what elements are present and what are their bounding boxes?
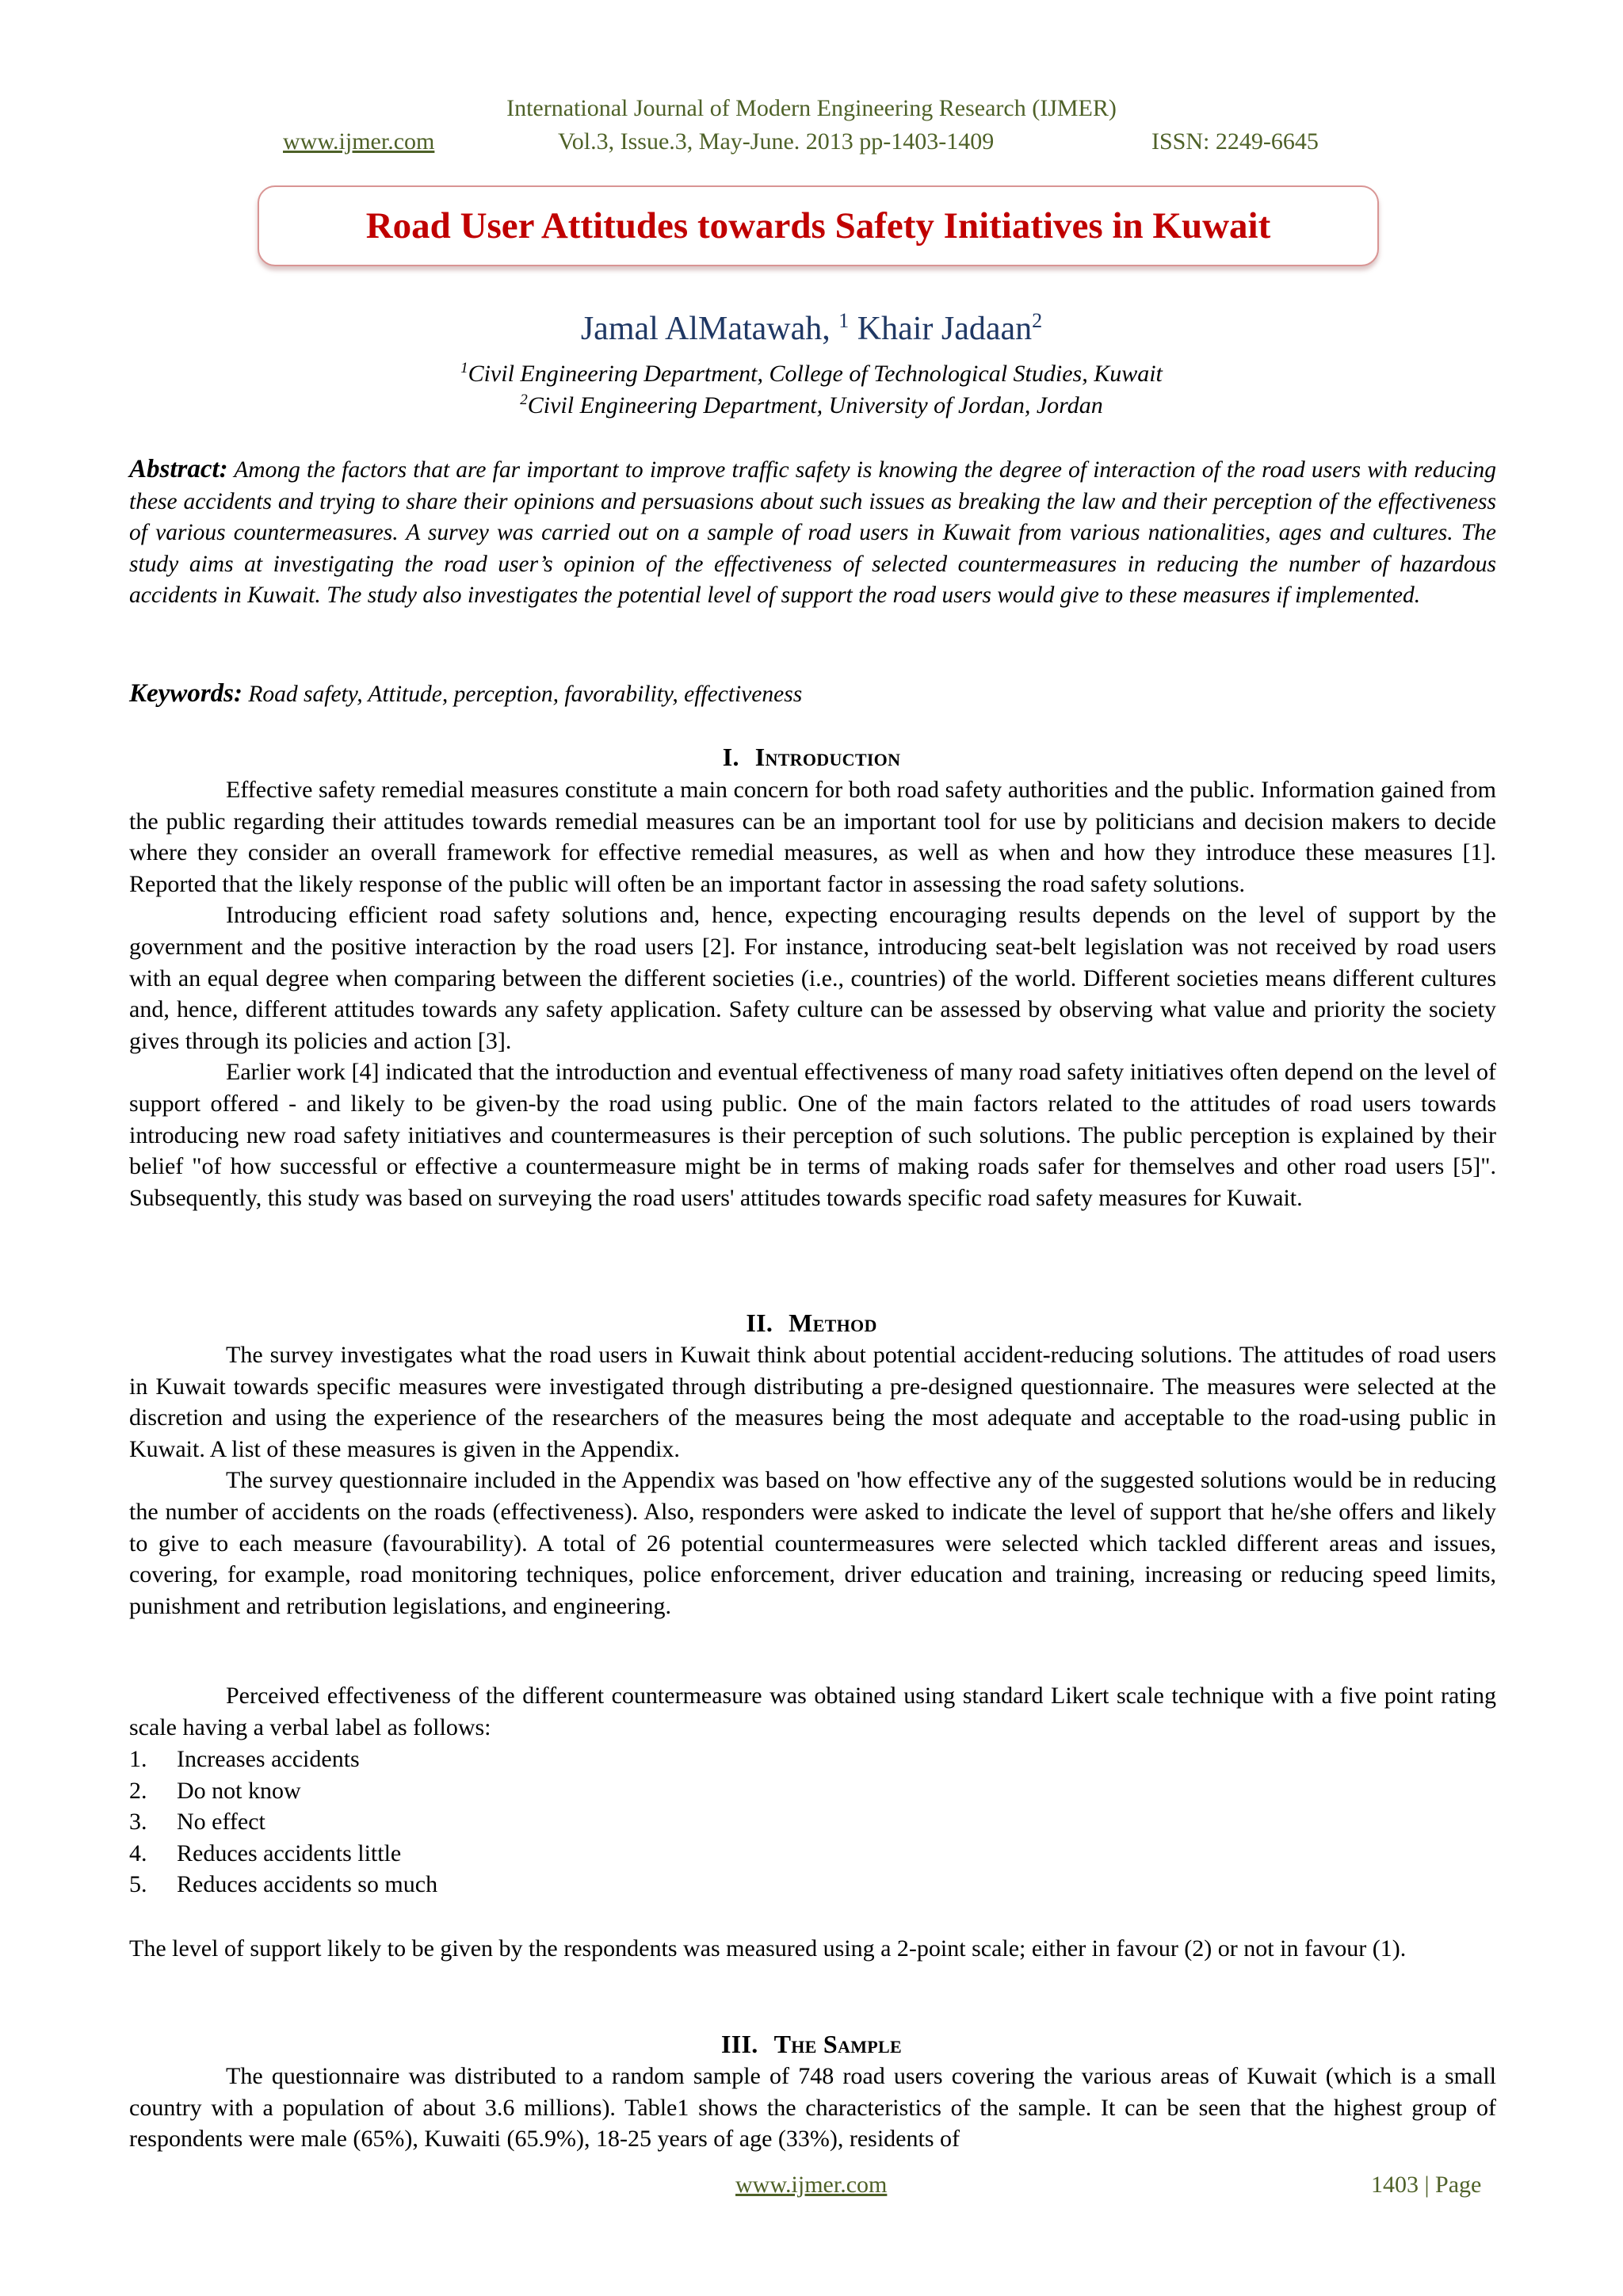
list-label: Reduces accidents so much bbox=[177, 1871, 438, 1898]
paragraph: Earlier work [4] indicated that the introduction and eventual effectiveness of many road safety initiatives often depend on the level of support offered - and likely to be given-by the road using public. One of the main factors related to the attitudes of road users towards introducing new road safety initiatives and countermeasures is their perception of such solutions. The public perception is explained by their belief "of how successful or effective a countermeasure might be in terms of making roads safer for themselves and other road users [5]". Subsequently, this study was based on surveying the road users' attitudes towards specific road safety measures for Kuwait. bbox=[129, 1059, 1496, 1211]
author-2-sup: 2 bbox=[1032, 309, 1043, 332]
list-number: 5. bbox=[129, 1871, 147, 1898]
list-number: 2. bbox=[129, 1777, 147, 1804]
introduction-body bbox=[129, 774, 1496, 1213]
list-number: 3. bbox=[129, 1809, 147, 1836]
list-number: 1. bbox=[129, 1746, 147, 1772]
affiliation-1 bbox=[0, 353, 1623, 389]
affiliation-1-sup: 1 bbox=[460, 360, 468, 376]
section-title: The Sample bbox=[773, 2030, 902, 2058]
method-body bbox=[129, 1339, 1496, 1622]
list-item bbox=[129, 1838, 437, 1870]
affiliation-2 bbox=[0, 385, 1623, 421]
paper-title: Road User Attitudes towards Safety Initiatives in Kuwait bbox=[365, 205, 1271, 246]
likert-scale-list bbox=[129, 1744, 437, 1901]
section-number: II. bbox=[746, 1308, 773, 1337]
keywords-text: Road safety, Attitude, perception, favorability, effectiveness bbox=[248, 682, 803, 707]
abstract bbox=[129, 454, 1496, 612]
section-heading-sample bbox=[0, 2029, 1623, 2061]
keywords bbox=[129, 678, 1496, 710]
list-label: Do not know bbox=[177, 1777, 301, 1804]
journal-issn: ISSN: 2249-6645 bbox=[1151, 128, 1319, 155]
affiliation-2-sup: 2 bbox=[520, 392, 528, 408]
support-scale-text: The level of support likely to be given by the respondents was measured using a 2-point scale; either in favour (2) or not in favour (1). bbox=[129, 1935, 1407, 1962]
author-line bbox=[0, 301, 1623, 349]
title-box bbox=[258, 185, 1379, 266]
affiliation-2-text: Civil Engineering Department, University of Jordan, Jordan bbox=[527, 392, 1103, 418]
likert-intro: Perceived effectiveness of the different countermeasure was obtained using standard Likert scale technique with a five point rating scale having a verbal label as follows: bbox=[129, 1683, 1496, 1740]
list-label: No effect bbox=[177, 1809, 265, 1836]
list-label: Reduces accidents little bbox=[177, 1839, 402, 1866]
list-item bbox=[129, 1869, 437, 1901]
list-item bbox=[129, 1744, 437, 1775]
section-title: Method bbox=[789, 1308, 877, 1337]
footer-url-link[interactable]: www.ijmer.com bbox=[735, 2172, 888, 2198]
keywords-label: Keywords: bbox=[129, 679, 242, 708]
section-title: Introduction bbox=[754, 743, 901, 771]
list-item bbox=[129, 1806, 437, 1838]
paragraph: Effective safety remedial measures constitute a main concern for both road safety authorities and the public. Information gained from the public regarding their attitudes towards remedial measures can be an important tool for use by politicians and decision makers to decide where they consider an overall framework for effective remedial measures, as well as when and how they introduce these measures [1]. Reported that the likely response of the public will often be an important factor in assessing the road safety solutions. bbox=[129, 777, 1496, 897]
paragraph: The survey investigates what the road users in Kuwait think about potential accident-reducing solutions. The attitudes of road users in Kuwait towards specific measures were investigated through distributing a pre-designed questionnaire. The measures were selected at the discretion and using the experience of the researchers of the measures being the most adequate and acceptable to the road-using public in Kuwait. A list of these measures is given in the Appendix. bbox=[129, 1342, 1496, 1462]
affiliation-1-text: Civil Engineering Department, College of Technological Studies, Kuwait bbox=[468, 361, 1163, 387]
paragraph: The survey questionnaire included in the Appendix was based on 'how effective any of the suggested solutions would be in reducing the number of accidents on the roads (effectiveness). Also, responders were asked to indicate the level of support that he/she offers and likely to give to each measure (favourability). A total of 26 potential countermeasures were selected which tackled different areas and issues, covering, for example, road monitoring techniques, police enforcement, driver education and training, increasing or reducing speed limits, punishment and retribution legislations, and engineering. bbox=[129, 1467, 1496, 1619]
list-item bbox=[129, 1775, 437, 1807]
author-1: Jamal AlMatawah, bbox=[580, 311, 831, 347]
abstract-text: Among the factors that are far important to improve traffic safety is knowing the degree of interaction of the road users with reducing these accidents and trying to share their opinions and persuasions about such issues as breaking the law and their perception of the effectiveness of various countermeasures. A survey was carried out on a sample of road users in Kuwait from various nationalities, ages and cultures. The study aims at investigating the road user’s opinion of the effectiveness of selected countermeasures in reducing the number of hazardous accidents in Kuwait. The study also investigates the potential level of support the road users would give to these measures if implemented. bbox=[129, 457, 1496, 609]
section-number: III. bbox=[721, 2030, 758, 2058]
sample-body bbox=[129, 2061, 1496, 2155]
abstract-label: Abstract: bbox=[129, 455, 228, 483]
list-label: Increases accidents bbox=[177, 1746, 360, 1772]
list-number: 4. bbox=[129, 1839, 147, 1866]
paragraph: The questionnaire was distributed to a random sample of 748 road users covering the various areas of Kuwait (which is a small country with a population of about 3.6 millions). Table1 shows the characteristics of the sample. It can be seen that the highest group of respondents were male (65%), Kuwaiti (65.9%), 18-25 years of age (33%), residents of bbox=[129, 2063, 1496, 2153]
author-1-sup: 1 bbox=[838, 309, 850, 332]
footer-page-number: 1403 | Page bbox=[1371, 2172, 1482, 2198]
journal-url-link[interactable]: www.ijmer.com bbox=[283, 128, 435, 155]
journal-volume: Vol.3, Issue.3, May-June. 2013 pp-1403-1409 bbox=[558, 128, 995, 155]
section-heading-method bbox=[0, 1308, 1623, 1339]
section-heading-introduction bbox=[0, 742, 1623, 774]
journal-name: International Journal of Modern Engineering Research (IJMER) bbox=[506, 95, 1117, 121]
paragraph: Introducing efficient road safety solutions and, hence, expecting encouraging results depends on the level of support by the government and the positive interaction by the road users [2]. For instance, introducing seat-belt legislation was not received by road users with an equal degree when comparing between the different societies (i.e., countries) of the world. Different societies means different cultures and, hence, different attitudes towards any safety application. Safety culture can be assessed by observing what value and priority the society gives through its policies and action [3]. bbox=[129, 902, 1496, 1054]
section-number: I. bbox=[722, 743, 739, 771]
author-2: Khair Jadaan bbox=[857, 311, 1033, 347]
